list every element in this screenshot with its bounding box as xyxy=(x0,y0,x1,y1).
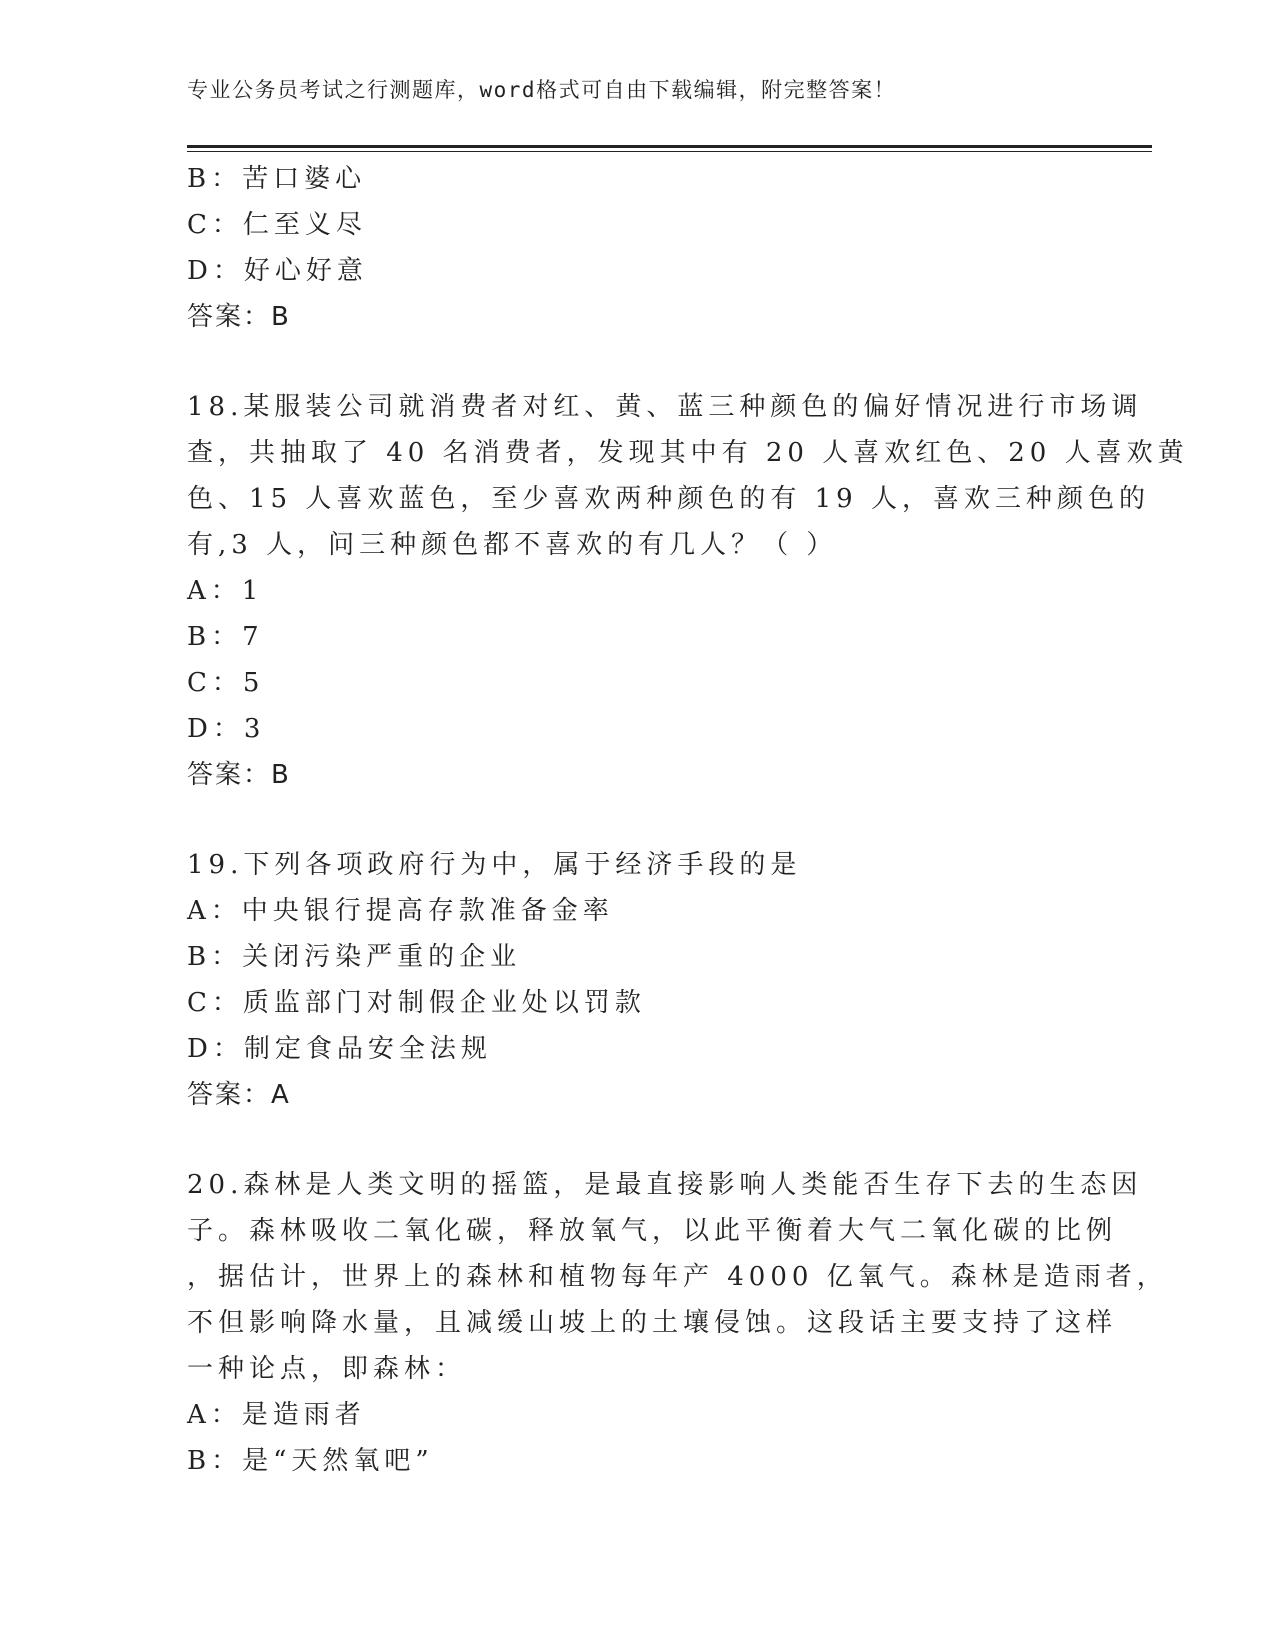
question-20-stem: 子。森林吸收二氧化碳，释放氧气，以此平衡着大气二氧化碳的比例 xyxy=(187,1216,1118,1246)
question-18-stem: 有,3 人，问三种颜色都不喜欢的有几人？（ ） xyxy=(187,530,838,560)
question-content xyxy=(187,156,1189,1484)
answer-line: 答案：B xyxy=(187,760,291,790)
header-rule-thin xyxy=(187,151,1152,152)
question-18-stem: 色、15 人喜欢蓝色，至少喜欢两种颜色的有 19 人，喜欢三种颜色的 xyxy=(187,484,1150,514)
question-20-stem: 20.森林是人类文明的摇篮，是最直接影响人类能否生存下去的生态因 xyxy=(187,1170,1143,1200)
option-a: A：中央银行提高存款准备金率 xyxy=(187,896,614,926)
question-20-stem: 不但影响降水量，且减缓山坡上的土壤侵蚀。这段话主要支持了这样 xyxy=(187,1308,1118,1338)
answer-line: 答案：B xyxy=(187,302,291,332)
option-c: C：仁至义尽 xyxy=(187,210,367,240)
option-c: C：5 xyxy=(187,668,265,698)
question-20-stem: ，据估计，世界上的森林和植物每年产 4000 亿氧气。森林是造雨者， xyxy=(187,1262,1168,1292)
page-header: 专业公务员考试之行测题库，word格式可自由下载编辑，附完整答案！ xyxy=(187,78,897,102)
option-a: A：1 xyxy=(187,576,264,606)
question-20-stem: 一种论点，即森林： xyxy=(187,1354,467,1384)
option-d: D：制定食品安全法规 xyxy=(187,1034,492,1064)
option-b: B：苦口婆心 xyxy=(187,164,367,194)
option-d: D：好心好意 xyxy=(187,256,368,286)
question-19-stem: 19.下列各项政府行为中，属于经济手段的是 xyxy=(187,850,802,880)
header-rule-thick xyxy=(187,145,1152,148)
option-a: A：是造雨者 xyxy=(187,1400,366,1430)
option-c: C：质监部门对制假企业处以罚款 xyxy=(187,988,646,1018)
option-b: B：是“天然氧吧” xyxy=(187,1446,434,1476)
question-18-stem: 查，共抽取了 40 名消费者，发现其中有 20 人喜欢红色、20 人喜欢黄 xyxy=(187,438,1189,468)
option-b: B：7 xyxy=(187,622,264,652)
option-b: B：关闭污染严重的企业 xyxy=(187,942,522,972)
answer-line: 答案：A xyxy=(187,1080,291,1110)
option-d: D：3 xyxy=(187,714,266,744)
question-18-stem: 18.某服装公司就消费者对红、黄、蓝三种颜色的偏好情况进行市场调 xyxy=(187,392,1143,422)
